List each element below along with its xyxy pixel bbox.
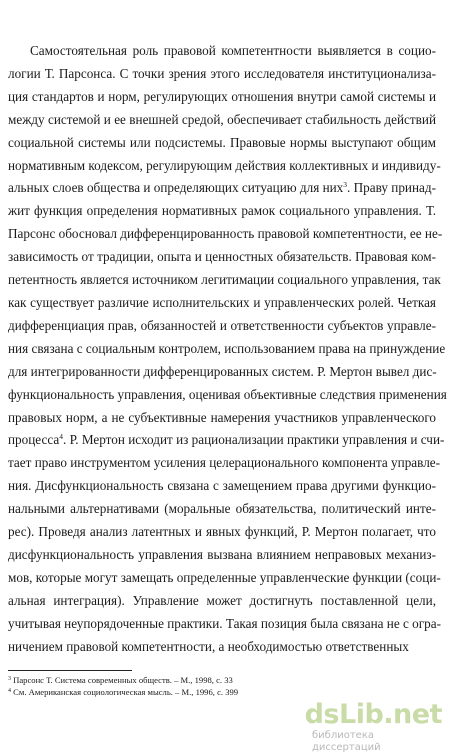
footnote-number: 3: [8, 676, 11, 682]
text-line: нальными альтернативами (моральные обязательства, политический инте-: [8, 501, 436, 517]
footnote-4: [8, 686, 338, 698]
footnote-number: 4: [8, 688, 11, 695]
text-line: альная интеграция). Управление может достигнуть поставленной цели,: [8, 592, 436, 608]
text-line: учитывая неупорядоченные практики. Такая позиция была связана не с огра-: [8, 615, 441, 631]
text-line: ция стандартов и норм, регулирующих отношения внутри самой системы и: [8, 88, 436, 104]
text-line: социальной системы или подсистемы. Правовые нормы выступают общим: [8, 134, 436, 150]
text-line: между системой и ее внешней средой, обеспечивает стабильность действий: [8, 111, 436, 127]
text-line: Парсонс обосновал дифференцированность правовой компетентности, ее не-: [8, 226, 443, 242]
text-line: рес). Проведя анализ латентных и явных функций, Р. Мертон полагает, что: [8, 524, 436, 540]
text-line: зависимость от традиции, опыта и ценностных обязательств. Правовая ком-: [8, 249, 436, 265]
text-line: как существует различие исполнительских и управленческих ролей. Четкая: [8, 294, 436, 310]
text-line: для интегрированности дифференцированных систем. Р. Мертон вывел дис-: [8, 363, 437, 379]
footnote-separator: [8, 670, 132, 671]
text-line-with-footnote-3: [8, 177, 436, 200]
text-line: функциональность управления, оценивая объективные следствия применения: [8, 386, 447, 402]
text-segment: . Праву принад-: [347, 180, 436, 196]
footnote-3: [8, 674, 338, 686]
text-line: нормативным кодексом, регулирующим действия коллективных и индивиду-: [8, 157, 441, 173]
text-line: ния. Дисфункциональность связана с замещением права другими функцио-: [8, 478, 436, 494]
text-line: правовых норм, а не субъективные намерения участников управленческого: [8, 409, 436, 425]
watermark: [304, 699, 442, 753]
footnote-ref-4: 4: [59, 432, 63, 442]
watermark-logo: dsLib.net: [304, 699, 442, 730]
text-segment: альных слоев общества и определяющих ситуацию для них: [8, 180, 344, 196]
footnote-text: См. Американская социологическая мысль. – М., 1996, с. 399: [11, 687, 239, 698]
text-line: Самостоятельная роль правовой компетентности выявляется в социо-: [30, 43, 436, 58]
text-line: ния связана с социальным контролем, использованием права на принуждение: [8, 340, 446, 356]
text-segment: . Р. Мертон исходит из рационализации практики управления и счи-: [62, 432, 445, 448]
text-line: дифференциация прав, обязанностей и ответственности субъектов управле-: [8, 317, 436, 333]
footnotes: [8, 674, 338, 699]
text-line: тает право инструментом усиления целерационального компонента управле-: [8, 455, 441, 471]
text-line: логии Т. Парсонса. С точки зрения этого исследователя институционализа-: [8, 65, 436, 81]
text-line: мов, которые могут замещать определенные управленческие функции (соци-: [8, 569, 441, 585]
text-segment: процесса: [8, 432, 60, 448]
watermark-subtitle: библиотека диссертаций: [312, 730, 381, 753]
body-text: [8, 40, 447, 658]
text-line: петентность является источником легитимации социального управления, так: [8, 272, 441, 288]
text-line-with-footnote-4: [8, 429, 445, 452]
footnote-ref-3: 3: [343, 180, 348, 190]
text-line: дисфункциональность управления вызвана влиянием неправовых механиз-: [8, 546, 436, 562]
text-line: ничением правовой компетентности, а необходимостью ответственных: [8, 638, 409, 654]
text-line: жит функция определения нормативных рамок социального управления. Т.: [8, 203, 436, 219]
footnote-text: Парсонс Т. Система современных обществ. – М., 1998, с. 33: [11, 675, 233, 685]
